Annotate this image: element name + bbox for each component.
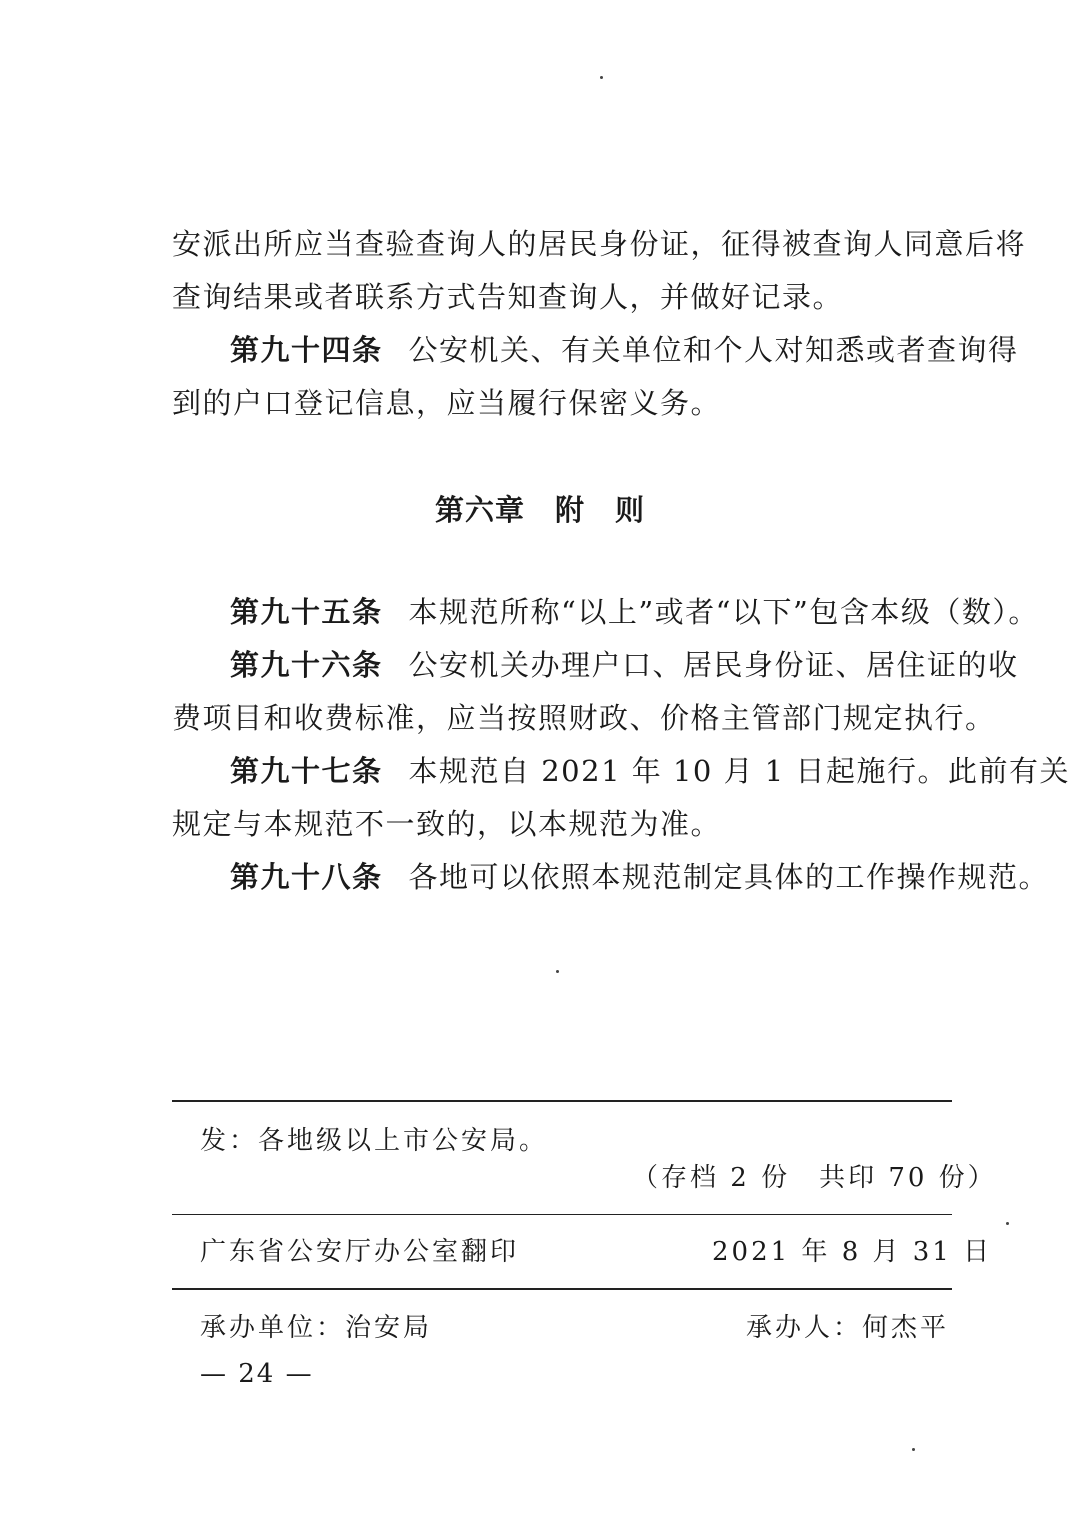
copies-text: （存档 2 份 共印 70 份） <box>632 1163 997 1193</box>
paragraph-line: 规定与本规范不一致的，以本规范为准。 <box>172 807 722 841</box>
handler-name: 承办人：何杰平 <box>746 1313 950 1343</box>
article-label: 第九十五条 <box>230 595 383 629</box>
article-text: 本规范所称“以上”或者“以下”包含本级（数）。 <box>408 595 1039 629</box>
chapter-name: 则 <box>615 493 646 527</box>
footer-rule <box>172 1100 952 1102</box>
article-label: 第九十八条 <box>230 860 383 894</box>
article-text: 公安机关、有关单位和个人对知悉或者查询得 <box>408 333 1019 367</box>
article-label: 第九十四条 <box>230 333 383 367</box>
paragraph-line: 查询结果或者联系方式告知查询人，并做好记录。 <box>172 280 844 314</box>
printer-text: 广东省公安厅办公室翻印 <box>200 1237 520 1267</box>
scan-speck <box>912 1448 915 1451</box>
distribution-text: 发：各地级以上市公安局。 <box>200 1126 549 1156</box>
paragraph-line: 到的户口登记信息，应当履行保密义务。 <box>172 386 722 420</box>
chapter-heading <box>0 488 1080 529</box>
article-96 <box>230 645 1019 685</box>
handling-unit: 承办单位：治安局 <box>200 1313 433 1343</box>
article-text: 本规范自 2021 年 10 月 1 日起施行。此前有关 <box>408 754 1070 788</box>
article-97 <box>230 751 1070 791</box>
page-number: — 24 — <box>200 1359 314 1389</box>
chapter-number: 第六章 <box>434 493 525 527</box>
footer-rule <box>172 1214 952 1215</box>
article-94 <box>230 330 1019 370</box>
article-95 <box>230 592 1039 632</box>
scan-speck <box>1006 1222 1009 1225</box>
print-date: 2021 年 8 月 31 日 <box>712 1237 993 1267</box>
article-text: 公安机关办理户口、居民身份证、居住证的收 <box>408 648 1019 682</box>
paragraph-line: 费项目和收费标准，应当按照财政、价格主管部门规定执行。 <box>172 701 996 735</box>
scan-speck <box>556 970 559 973</box>
article-text: 各地可以依照本规范制定具体的工作操作规范。 <box>408 860 1050 894</box>
chapter-name: 附 <box>554 493 585 527</box>
article-label: 第九十六条 <box>230 648 383 682</box>
article-label: 第九十七条 <box>230 754 383 788</box>
paragraph-line: 安派出所应当查验查询人的居民身份证，征得被查询人同意后将 <box>172 227 1027 261</box>
footer-rule <box>172 1288 952 1290</box>
article-98 <box>230 857 1050 897</box>
scan-speck <box>600 76 603 79</box>
